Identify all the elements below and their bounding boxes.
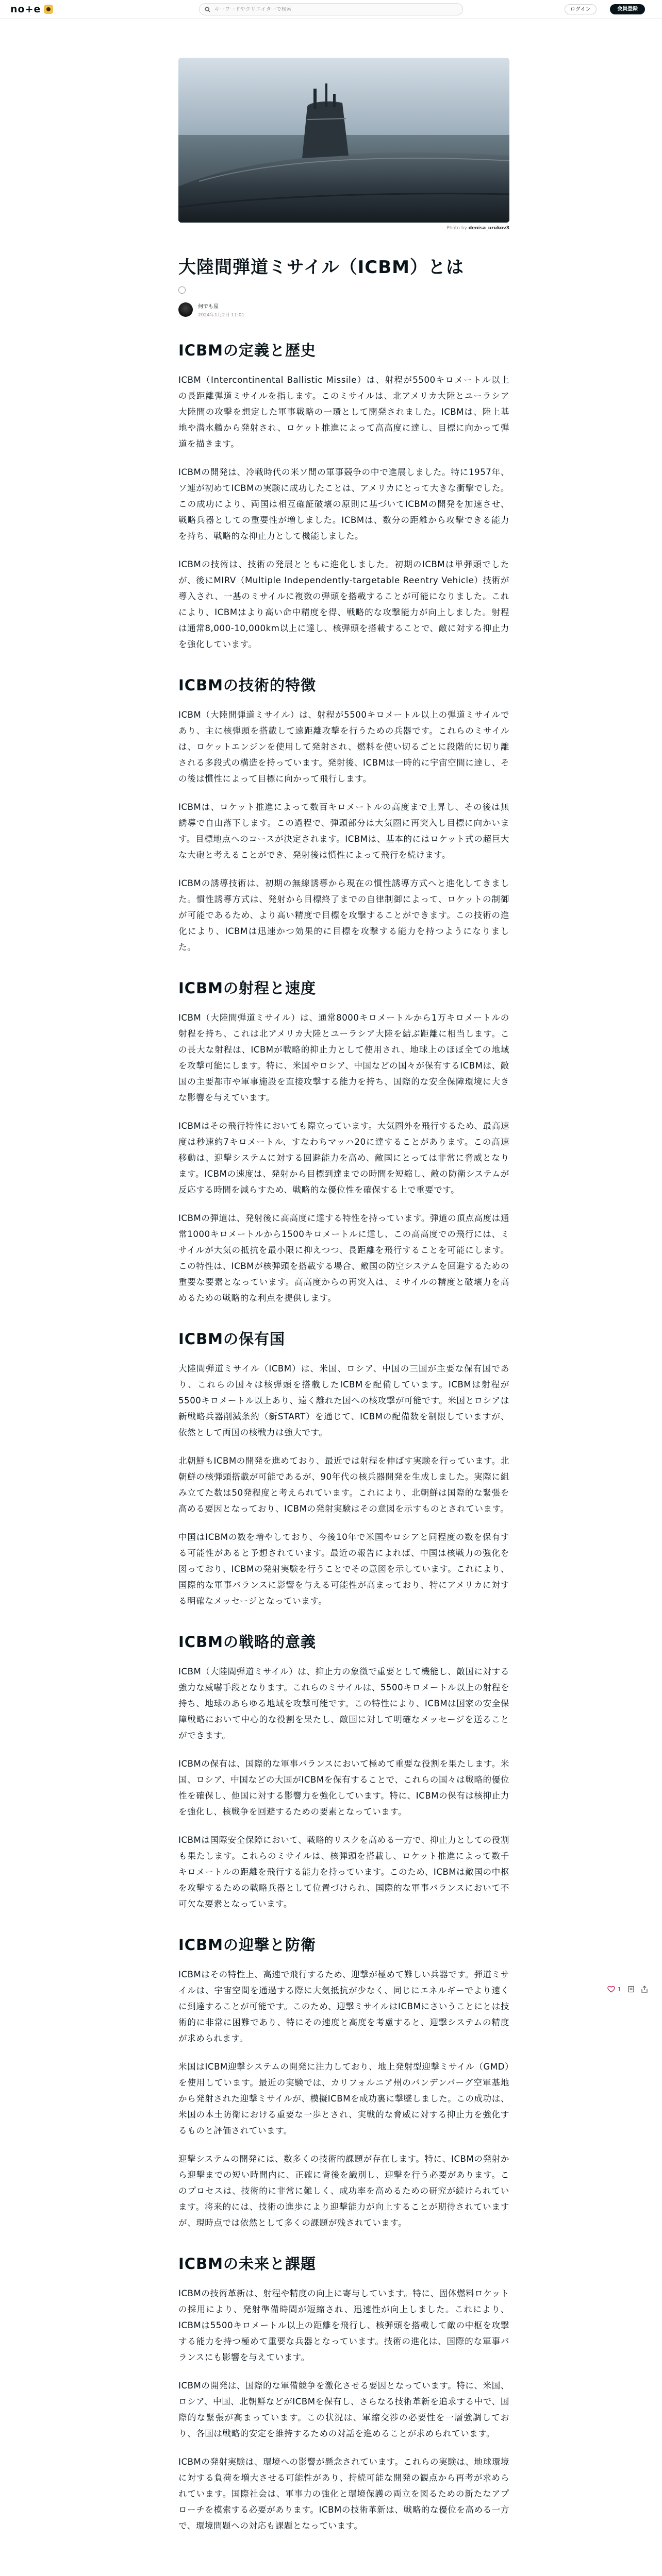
logo-mascot-icon: [44, 5, 53, 14]
paragraph: ICBMはその飛行特性においても際立っています。大気圏外を飛行するため、最高速度は秒速約7キロメートル、すなわちマッハ20に達することがあります。この高速移動は、迎撃システムに対する回避能力を高め、敵国にとっては非常に脅威となります。ICBMの速度は、発射から目標到達までの時間を短縮し、敵の防衛システムが反応する時間を減らすため、戦略的な優位性を確保する上で重要です。: [178, 1121, 509, 1195]
paragraph: ICBM（Intercontinental Ballistic Missile）は、射程が5500キロメートル以上の長距離弾道ミサイルを指します。このミサイルは、北アメリカ大陸とユーラシア大陸間の攻撃を想定した軍事戦略の一環として開発されました。ICBMは、陸上基地や潜水艦から発射され、ロケット推進によって高高度に達し、目標に向かって弾道を描きます。: [178, 375, 509, 449]
magazine-add-icon[interactable]: [178, 286, 186, 294]
paragraph: ICBM（大陸間弾道ミサイル）は、通常8000キロメートルから1万キロメートルの射程を持ち、これは北アメリカ大陸とユーラシア大陸を結ぶ距離に相当します。この長大な射程は、ICBMが戦略的抑止力として使用され、地球上のほぼ全ての地域を攻撃可能にします。特に、米国やロシア、中国などの国々が保有するICBMは、敵国の主要都市や軍事施設を直接攻撃する能力を持ち、国際的な安全保障環境に大きな影響を与えています。: [178, 1013, 509, 1103]
signup-button[interactable]: 会員登録: [610, 4, 645, 14]
hero-image: [178, 58, 509, 223]
paragraph: ICBMの誘導技術は、初期の無線誘導から現在の慣性誘導方式へと進化してきました。慣性誘導方式は、発射から目標終了までの自律制御によって、ロケットの制御が可能であるため、より高い精度で目標を攻撃することができます。この技術の進化により、ICBMは迅速かつ効果的に目標を攻撃する能力を持つようになりました。: [178, 878, 509, 952]
like-count: 1: [618, 1986, 621, 1993]
paragraph: 北朝鮮もICBMの開発を進めており、最近では射程を伸ばす実験を行っています。北朝鮮の核弾頭搭載が可能であるが、90年代の核兵器開発を生成しました。実際に組み立てた数は50発程度と考えられています。これにより、北朝鮮は国際的な緊張を高める要因となっており、ICBMの発射実験はその意図を示すものとされています。: [178, 1456, 509, 1514]
paragraph: ICBM（大陸間弾道ミサイル）は、抑止力の象徴で重要として機能し、敵国に対する強力な威嚇手段となります。これらのミサイルは、5500キロメートル以上の射程を持ち、地球のあらゆる地域を攻撃可能です。この特性により、ICBMは国家の安全保障戦略において中心的な役割を果たし、敵国に対して明確なメッセージを送ることができます。: [178, 1667, 509, 1740]
login-button[interactable]: ログイン: [565, 4, 597, 14]
paragraph: ICBMの保有は、国際的な軍事バランスにおいて極めて重要な役割を果たします。米国、ロシア、中国などの大国がICBMを保有することで、これらの国々は戦略的優位性を確保し、他国に対する影響力を強化しています。特に、ICBMの保有は核抑止力を強化し、核戦争を回避するための要素となっています。: [178, 1759, 509, 1817]
search-icon: [205, 7, 210, 12]
site-header: [0, 0, 662, 19]
logo-text: no+e: [10, 4, 41, 15]
paragraph: 大陸間弾道ミサイル（ICBM）は、米国、ロシア、中国の三国が主要な保有国であり、これらの国々は核弾頭を搭載したICBMを配備しています。ICBMは射程が5500キロメートル以上あり、遠く離れた国への核攻撃が可能です。米国とロシアは新戦略兵器削減条約（新START）を通じて、ICBMの配備数を制限していますが、依然として両国の核戦力は強大です。: [178, 1364, 509, 1437]
note-logo[interactable]: [10, 4, 53, 14]
section-heading: ICBMの技術的特徴: [178, 676, 317, 694]
search-input[interactable]: [214, 7, 452, 12]
author-name[interactable]: 何でも屋: [198, 303, 219, 310]
floating-actions: [607, 1986, 648, 1993]
like-button[interactable]: [607, 1986, 621, 1993]
magazine-button[interactable]: [627, 1986, 635, 1993]
section-heading: ICBMの未来と課題: [178, 2255, 317, 2273]
paragraph: ICBMは、ロケット推進によって数百キロメートルの高度まで上昇し、その後は無誘導で自由落下します。この過程で、弾頭部分は大気圏に再突入し目標に向かいます。目標地点へのコースが決定されます。ICBMは、基本的にはロケット式の超巨大な大砲と考えることができ、発射後は慣性によって飛行を続けます。: [178, 802, 509, 860]
photo-credit-prefix: Photo by: [446, 226, 467, 231]
paragraph: ICBMはその特性上、高速で飛行するため、迎撃が極めて難しい兵器です。弾道ミサイルは、宇宙空間を通過する際に大気抵抗が少なく、同じにエネルギーでより速くに到達することが可能です。このため、迎撃ミサイルはICBMにさいうことにとは技術的に非常に困難であり、特にその速度と高度を考慮すると、迎撃システムの精度が求められます。: [178, 1970, 509, 2043]
paragraph: 迎撃システムの開発には、数多くの技術的課題が存在します。特に、ICBMの発射から迎撃までの短い時間内に、正確に背後を識別し、迎撃を行う必要があります。このプロセスは、技術的に非常に難しく、成功率を高めるための研究が続けられています。将来的には、技術の進歩により迎撃能力が向上することが期待されていますが、現時点では依然として多くの課題が残されています。: [178, 2154, 509, 2228]
section-heading: ICBMの定義と歴史: [178, 342, 317, 359]
share-button[interactable]: [641, 1986, 648, 1993]
submarine-image: [178, 58, 509, 223]
photo-credit: [178, 226, 509, 233]
author-avatar[interactable]: [178, 302, 193, 317]
article: [178, 58, 509, 2534]
section-heading: ICBMの射程と速度: [178, 979, 317, 997]
paragraph: ICBMの発射実験は、環境への影響が懸念されています。これらの実験は、地球環境に対する負荷を増大させる可能性があり、持続可能な開発の観点から再考が求められています。国際社会は、軍事力の強化と環境保護の両立を図るための新たなアプローチを模索する必要があります。ICBMの技術革新は、戦略的な優位を高める一方で、環境問題への対応も課題となっています。: [178, 2457, 509, 2531]
paragraph: ICBMの技術は、技術の発展とともに進化しました。初期のICBMは単弾頭でしたが、後にMIRV（Multiple Independently-targetable Reentry Vehicle）技術が導入され、一基のミサイルに複数の弾頭を搭載することが可能になりました。これにより、ICBMはより高い命中精度を得、戦略的な攻撃能力が向上しました。射程は通常8,000-10,000km以上に達し、核弾頭を搭載することで、敵に対する抑止力を強化しています。: [178, 560, 509, 649]
heart-icon: [607, 1986, 615, 1993]
share-icon: [641, 1986, 648, 1993]
paragraph: ICBMは国際安全保障において、戦略的リスクを高める一方で、抑止力としての役割も果たします。これらのミサイルは、核弾頭を搭載し、ロケット推進によって数千キロメートルの距離を飛行する能力を持っています。このため、ICBMは敵国の中枢を攻撃するための戦略兵器として位置づけられ、国際的な軍事バランスにおいて不可欠な要素となっています。: [178, 1835, 509, 1909]
paragraph: ICBMの開発は、冷戦時代の米ソ間の軍事競争の中で進展しました。特に1957年、ソ連が初めてICBMの実験に成功したことは、アメリカにとって大きな衝撃でした。この成功により、両国は相互確証破壊の原則に基づいてICBMの開発を加速させ、戦略兵器としての重要性が増しました。ICBMは、数分の距離から攻撃できる能力を持ち、戦略的な抑止力として機能しました。: [178, 467, 509, 541]
section-heading: ICBMの保有国: [178, 1330, 286, 1348]
photo-credit-name[interactable]: denisa_urukov3: [468, 226, 509, 231]
publish-date: 2024年1月2日 11:01: [198, 312, 245, 318]
search-box[interactable]: [199, 3, 463, 15]
paragraph: ICBMの技術革新は、射程や精度の向上に寄与しています。特に、固体燃料ロケットの採用により、発射準備時間が短縮され、迅速性が向上しました。これにより、ICBMは5500キロメートル以上の距離を飛行し、核弾頭を搭載して敵の中枢を攻撃する能力を持つ極めて重要な兵器となっています。技術の進化は、国際的な軍事バランスにも影響を与えています。: [178, 2289, 509, 2362]
article-title: 大陸間弾道ミサイル（ICBM）とは: [178, 257, 464, 278]
section-heading: ICBMの迎撃と防衛: [178, 1936, 317, 1954]
paragraph: ICBM（大陸間弾道ミサイル）は、射程が5500キロメートル以上の弾道ミサイルであり、主に核弾頭を搭載して遠距離攻撃を行うための兵器です。これらのミサイルは、ロケットエンジンを使用して発射され、燃料を使い切るごとに段階的に切り離される多段式の構造を持っています。発射後、ICBMは一時的に宇宙空間に達し、その後は慣性によって目標に向かって飛行します。: [178, 710, 509, 784]
paragraph: ICBMの開発は、国際的な軍備競争を激化させる要因となっています。特に、米国、ロシア、中国、北朝鮮などがICBMを保有し、さらなる技術革新を追求する中で、国際的な緊張が高まっています。この状況は、軍縮交渉の必要性を一層強調しており、各国は戦略的安定を維持するための対話を進めることが求められています。: [178, 2381, 509, 2438]
magazine-icon: [627, 1986, 635, 1993]
paragraph: ICBMの弾道は、発射後に高高度に達する特性を持っています。弾道の頂点高度は通常1000キロメートルから1500キロメートルに達し、この高高度での飛行には、ミサイルが大気の抵抗を最小限に抑えつつ、長距離を飛行することを可能にします。この特性は、ICBMが核弾頭を搭載する場合、敵国の防空システムを回避するための重要な要素となっています。高高度からの再突入は、ミサイルの精度と破壊力を高めるための戦略的な利点を提供します。: [178, 1213, 509, 1303]
author-info: [178, 302, 509, 317]
section-heading: ICBMの戦略的意義: [178, 1633, 317, 1651]
paragraph: 中国はICBMの数を増やしており、今後10年で米国やロシアと同程度の数を保有する可能性があると予想されています。最近の報告によれば、中国は核戦力の強化を図っており、ICBMの発射実験を行うことでその意図を示しています。これにより、国際的な軍事バランスに影響を与える可能性が高まっており、特にアメリカに対する明確なメッセージとなっています。: [178, 1532, 509, 1606]
paragraph: 米国はICBM迎撃システムの開発に注力しており、地上発射型迎撃ミサイル（GMD）を使用しています。最近の実験では、カリフォルニア州のバンデンバーグ空軍基地から発射された迎撃ミサイルが、模擬ICBMを成功裏に撃墜しました。この成功は、米国の本土防衛における重要な一歩とされ、実戦的な脅威に対する抑止力を強化するものと評価されています。: [178, 2062, 510, 2136]
